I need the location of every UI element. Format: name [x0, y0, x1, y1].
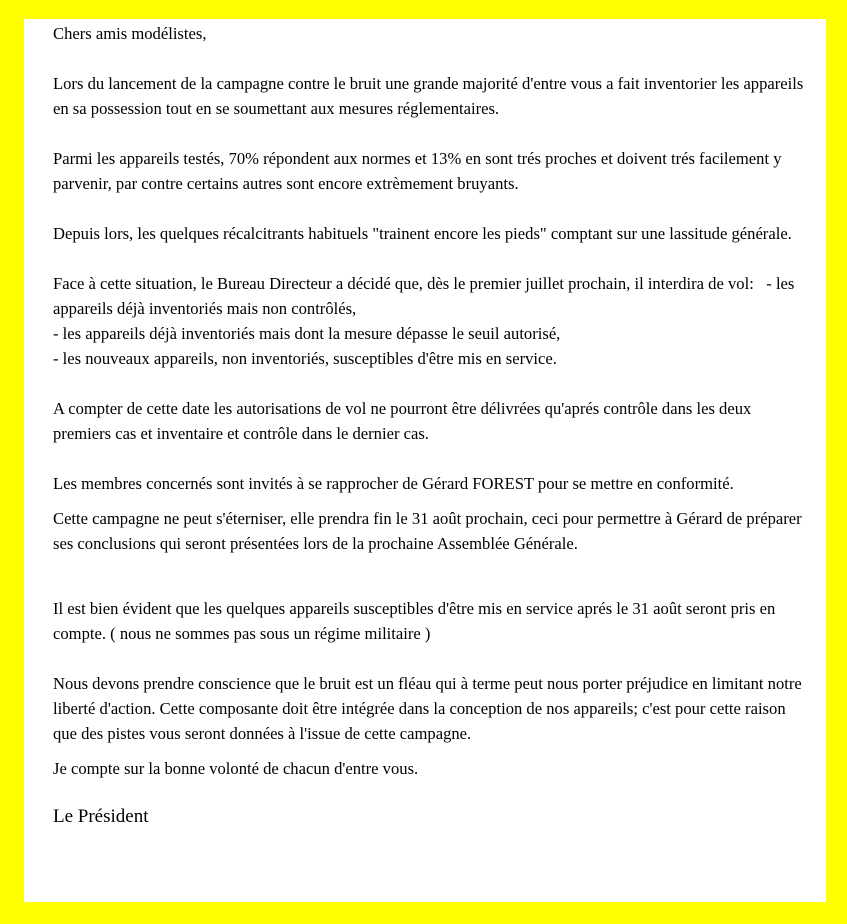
decision-item: - les appareils déjà inventoriés mais non contrôlés,: [53, 274, 795, 318]
letter-page: [24, 19, 826, 902]
decision-item: - les appareils déjà inventoriés mais dont la mesure dépasse le seuil autorisé,: [53, 324, 561, 343]
paragraph-inventory: Lors du lancement de la campagne contre le bruit une grande majorité d'entre vous a fait inventorier les appareils en sa possession tout en se soumettant aux mesures réglementaires.: [53, 74, 804, 118]
decision-item: - les nouveaux appareils, non inventoriés, susceptibles d'être mis en service.: [53, 349, 557, 368]
paragraph-members: Les membres concernés sont invités à se rapprocher de Gérard FOREST pour se mettre en conformité.: [53, 474, 734, 493]
greeting: Chers amis modélistes,: [53, 24, 207, 43]
paragraph-campaign-end: Cette campagne ne peut s'éterniser, elle prendra fin le 31 août prochain, ceci pour permettre à Gérard de préparer ses conclusions qui seront présentées lors de la prochaine Assemblée Générale.: [53, 509, 802, 553]
paragraph-recalcitrants: Depuis lors, les quelques récalcitrants habituels "trainent encore les pieds" comptant sur une lassitude générale.: [53, 224, 792, 243]
signature: Le Président: [53, 806, 149, 827]
paragraph-after-deadline: Il est bien évident que les quelques appareils susceptibles d'être mis en service aprés le 31 août seront pris en compte. ( nous ne sommes pas sous un régime militaire ): [53, 599, 776, 643]
decision-block: [53, 271, 813, 371]
decision-intro: [53, 271, 813, 321]
paragraph-closing: Je compte sur la bonne volonté de chacun d'entre vous.: [53, 759, 419, 778]
paragraph-noise-awareness: Nous devons prendre conscience que le bruit est un fléau qui à terme peut nous porter préjudice en limitant notre liberté d'action. Cette composante doit être intégrée dans la conception de nos appareils; c'est pour cette raison que des pistes vous seront données à l'issue de cette campagne.: [53, 674, 802, 743]
paragraph-test-results: Parmi les appareils testés, 70% répondent aux normes et 13% en sont trés proches et doivent trés facilement y parvenir, par contre certains autres sont encore extrèmement bruyants.: [53, 149, 782, 193]
paragraph-authorization: A compter de cette date les autorisations de vol ne pourront être délivrées qu'aprés contrôle dans les deux premiers cas et inventaire et contrôle dans le dernier cas.: [53, 399, 752, 443]
decision-intro-text: Face à cette situation, le Bureau Directeur a décidé que, dès le premier juillet prochain, il interdira de vol:: [53, 274, 754, 293]
letter-body: [53, 21, 813, 829]
